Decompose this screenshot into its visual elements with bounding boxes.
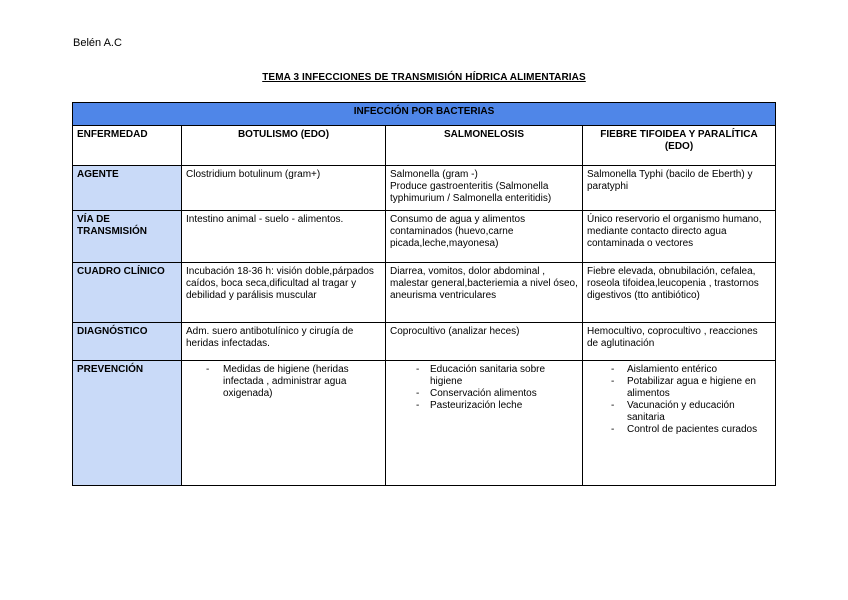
table-row xyxy=(73,361,776,486)
table-row xyxy=(73,166,776,211)
row-label-prevencion: PREVENCIÓN xyxy=(73,361,182,486)
cell-via-fiebre: Único reservorio el organismo humano, mediante contacto directo agua contaminada o vectores xyxy=(583,211,776,263)
cell-agente-salmonelosis-line1: Salmonella (gram -) xyxy=(390,169,478,180)
table-row xyxy=(73,263,776,323)
cell-diag-botulismo: Adm. suero antibotulínico y cirugía de heridas infectadas. xyxy=(182,323,386,361)
row-label-via: VÍA DE TRANSMISIÓN xyxy=(73,211,182,263)
header-fiebre-tifoidea: FIEBRE TIFOIDEA Y PARALÍTICA (EDO) xyxy=(583,126,776,166)
document-title: TEMA 3 INFECCIONES DE TRANSMISIÓN HÍDRICA ALIMENTARIAS xyxy=(262,72,586,83)
cell-via-botulismo: Intestino animal - suelo - alimentos. xyxy=(182,211,386,263)
cell-cuadro-salmonelosis: Diarrea, vomitos, dolor abdominal , malestar general,bacteriemia a nivel óseo, aneurisma ventriculares xyxy=(386,263,583,323)
cell-agente-salmonelosis-line2: Produce gastroenteritis (Salmonella typhimurium / Salmonella enteritidis) xyxy=(390,181,552,204)
cell-diag-fiebre: Hemocultivo, coprocultivo , reacciones de aglutinación xyxy=(583,323,776,361)
list-item: - Vacunación y educación sanitaria xyxy=(587,400,771,424)
table-banner: INFECCIÓN POR BACTERIAS xyxy=(73,103,776,126)
cell-prev-botulismo xyxy=(182,361,386,486)
header-botulismo: BOTULISMO (EDO) xyxy=(182,126,386,166)
cell-via-salmonelosis: Consumo de agua y alimentos contaminados (huevo,carne picada,leche,mayonesa) xyxy=(386,211,583,263)
row-label-agente: AGENTE xyxy=(73,166,182,211)
row-label-diagnostico: DIAGNÓSTICO xyxy=(73,323,182,361)
list-item: - Potabilizar agua e higiene en alimentos xyxy=(587,376,771,400)
prevention-list-botulismo xyxy=(186,364,381,400)
header-salmonelosis: SALMONELOSIS xyxy=(386,126,583,166)
author-name: Belén A.C xyxy=(73,37,122,49)
banner-row xyxy=(73,103,776,126)
cell-cuadro-fiebre: Fiebre elevada, obnubilación, cefalea, roseola tifoidea,leucopenia , trastornos digestivos (tto antibiótico) xyxy=(583,263,776,323)
list-item: - Conservación alimentos xyxy=(390,388,578,400)
header-row xyxy=(73,126,776,166)
list-item: - Control de pacientes curados xyxy=(587,424,771,436)
cell-prev-salmonelosis xyxy=(386,361,583,486)
cell-agente-fiebre: Salmonella Typhi (bacilo de Eberth) y paratyphi xyxy=(583,166,776,211)
table-row xyxy=(73,323,776,361)
cell-prev-fiebre xyxy=(583,361,776,486)
prevention-list-salmonelosis xyxy=(390,364,578,412)
header-label: ENFERMEDAD xyxy=(73,126,182,166)
list-item: - Educación sanitaria sobre higiene xyxy=(390,364,578,388)
cell-agente-salmonelosis xyxy=(386,166,583,211)
infection-table xyxy=(72,102,776,486)
list-item: - Aislamiento entérico xyxy=(587,364,771,376)
cell-diag-salmonelosis: Coprocultivo (analizar heces) xyxy=(386,323,583,361)
cell-cuadro-botulismo: Incubación 18-36 h: visión doble,párpados caídos, boca seca,dificultad al tragar y debilidad y parálisis muscular xyxy=(182,263,386,323)
cell-agente-botulismo: Clostridium botulinum (gram+) xyxy=(182,166,386,211)
list-item: - Medidas de higiene (heridas infectada , administrar agua oxigenada) xyxy=(186,364,381,400)
prevention-list-fiebre xyxy=(587,364,771,436)
table-row xyxy=(73,211,776,263)
row-label-cuadro: CUADRO CLÍNICO xyxy=(73,263,182,323)
list-item: - Pasteurización leche xyxy=(390,400,578,412)
